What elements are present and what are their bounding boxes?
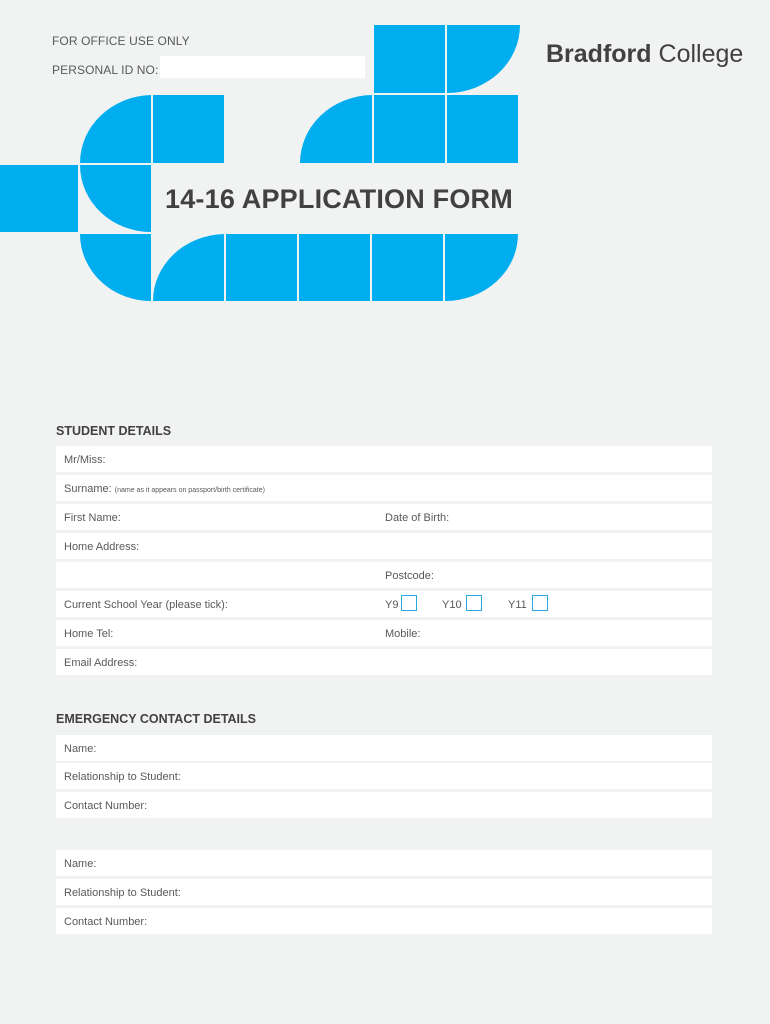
name-dob-row [56, 504, 712, 530]
contact-name-label: Name: [64, 858, 97, 870]
home-address-field[interactable] [56, 533, 712, 559]
surname-label-text: Surname: [64, 483, 112, 495]
phone-row [56, 620, 712, 646]
contact-number-label: Contact Number: [64, 800, 148, 812]
contact-relationship-label: Relationship to Student: [64, 887, 181, 899]
postcode-label: Postcode: [385, 570, 434, 582]
title-label: Mr/Miss: [64, 454, 106, 466]
year-option-label: Y9 [385, 599, 399, 611]
contact-number-label: Contact Number: [64, 916, 148, 928]
contact2-number-field[interactable] [56, 908, 712, 934]
personal-id-field[interactable] [160, 56, 365, 78]
address-postcode-row[interactable] [56, 562, 712, 588]
first-name-label: First Name: [64, 512, 121, 524]
logo-text-bold: Bradford [546, 40, 652, 68]
school-year-row [56, 591, 712, 617]
y11-checkbox[interactable] [532, 595, 548, 611]
home-address-label: Home Address: [64, 541, 140, 553]
y10-checkbox[interactable] [466, 595, 482, 611]
form-title: 14-16 APPLICATION FORM [165, 184, 513, 214]
logo-text-light: College [658, 40, 744, 68]
y9-checkbox[interactable] [401, 595, 417, 611]
home-tel-label: Home Tel: [64, 628, 114, 640]
year-option-label: Y10 [442, 599, 462, 611]
student-details-heading: STUDENT DETAILS [56, 424, 172, 438]
surname-label [64, 483, 265, 495]
contact2-name-field[interactable] [56, 850, 712, 876]
contact-relationship-label: Relationship to Student: [64, 771, 181, 783]
contact1-number-field[interactable] [56, 792, 712, 818]
contact-name-label: Name: [64, 743, 97, 755]
mobile-label: Mobile: [385, 628, 421, 640]
bradford-college-logo [546, 40, 743, 69]
office-use-label: FOR OFFICE USE ONLY [52, 34, 190, 48]
dob-label: Date of Birth: [385, 512, 450, 524]
surname-field[interactable] [56, 475, 712, 501]
surname-note: (name as it appears on passport/birth certificate) [114, 487, 265, 494]
contact1-name-field[interactable] [56, 735, 712, 761]
contact2-relationship-field[interactable] [56, 879, 712, 905]
school-year-label: Current School Year (please tick): [64, 599, 228, 611]
emergency-contact-heading: EMERGENCY CONTACT DETAILS [56, 712, 257, 726]
year-option-label: Y11 [508, 599, 527, 611]
email-label: Email Address: [64, 657, 138, 669]
email-field[interactable] [56, 649, 712, 675]
personal-id-label: PERSONAL ID NO: [52, 63, 159, 77]
title-field[interactable] [56, 446, 712, 472]
contact1-relationship-field[interactable] [56, 763, 712, 789]
